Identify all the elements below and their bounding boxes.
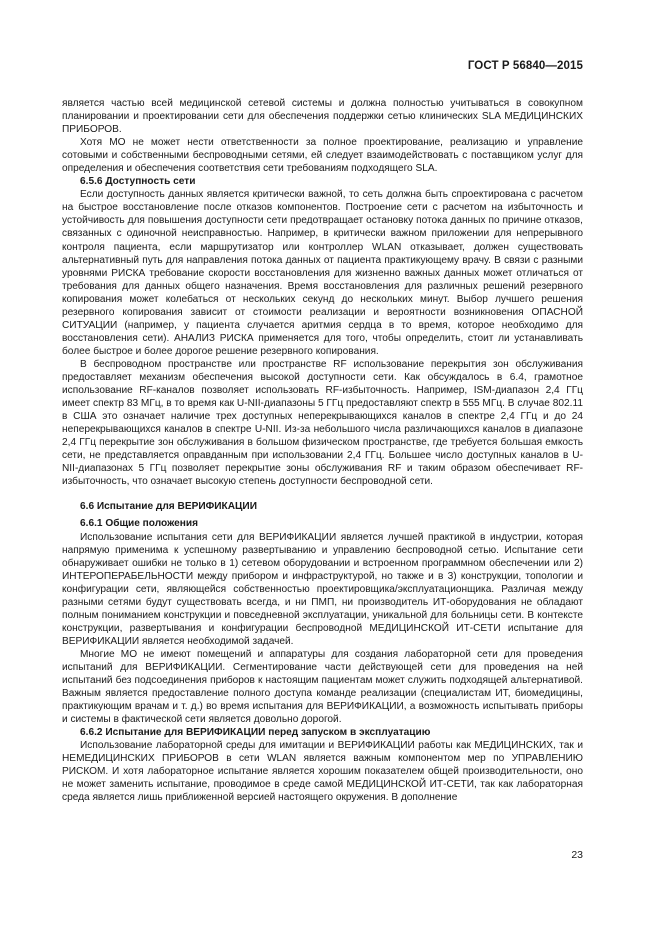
paragraph: Использование испытания сети для ВЕРИФИКАЦИИ является лучшей практикой в индустрии, которая напрямую применима к успешному развертыванию и управлению беспроводной сетью. Испытание сети обнаруживает ошибки не только в 1) сетевом оборудовании и встроенном программном обеспечении или 2) ИНТЕРОПЕРАБЕЛЬНОСТИ между прибором и инфраструктурой, но также и в 3) конструкции, топологии и конфигурации сети, являющейся собственностью проектировщика/эксплуатационщика. Различая между разными сетями будут существовать всегда, и ни ПМП, ни производитель ИТ-оборудования не обладают полным пониманием конструкции и повседневной эксплуатации, уникальной для больницы сети. В контексте конструкции, развертывания и конфигурации беспроводной МЕДИЦИНСКОЙ ИТ-СЕТИ испытание для ВЕРИФИКАЦИИ является необходимой задачей. — [62, 531, 583, 647]
section-heading-6-6-2: 6.6.2 Испытание для ВЕРИФИКАЦИИ перед запуском в эксплуатацию — [80, 727, 431, 739]
section-heading-6-6-1: 6.6.1 Общие положения — [80, 518, 198, 530]
paragraph: Если доступность данных является критически важной, то сеть должна быть спроектирована с расчетом на быстрое восстановление после отказов компонентов. Построение сети с расчетом на избыточность и устойчивость для повышения доступности сети предотвращает остановку потока данных по причине отказов, связанных с одиночной неисправностью. Например, в критически важном приложении для непрерывного контроля пациента, если маршрутизатор или контроллер WLAN отказывает, должен существовать альтернативный путь для направления потока данных от пациента практикующему врачу. В связи с разными уровнями РИСКА требование скорости восстановления для жизненно важных данных может отличаться от требования для данных общего назначения. Время восстановления для различных решений резервного копирования может колебаться от нескольких секунд до нескольких минут. Выбор лучшего решения резервного копирования зависит от стоимости реализации и вероятности возникновения ОПАСНОЙ СИТУАЦИИ (например, у пациента случается аритмия сердца в то время, которое необходимо для восстановления сети). АНАЛИЗ РИСКА применяется для того, чтобы определить, стоит ли устанавливать более быстрое и более дорогое решение резервного копирования. — [62, 189, 583, 357]
paragraph: является частью всей медицинской сетевой системы и должна полностью учитываться в совокупном планировании и проектировании сети для обеспечения поддержки сетью клинических SLA МЕДИЦИНСКИХ ПРИБОРОВ. — [62, 98, 583, 136]
paragraph: Многие МО не имеют помещений и аппаратуры для создания лабораторной сети для проведения испытаний для ВЕРИФИКАЦИИ. Сегментирование части действующей сети для проведения на ней испытаний без подсоединения приборов к настоящим пациентам может служить подходящей альтернативой. Важным является предоставление полного доступа команде реализации (специалистам ИТ, биомедицины, практикующим врачам и т. д.) во время испытания для ВЕРИФИКАЦИИ, а возможность испытывать приборы и системы в фактической сети является довольно дорогой. — [62, 648, 583, 726]
document-header: ГОСТ Р 56840—2015 — [467, 60, 583, 72]
section-heading-6-6: 6.6 Испытание для ВЕРИФИКАЦИИ — [80, 501, 257, 513]
page-number: 23 — [571, 849, 583, 861]
document-body — [62, 97, 583, 804]
paragraph: Использование лабораторной среды для имитации и ВЕРИФИКАЦИИ работы как МЕДИЦИНСКИХ, так и НЕМЕДИЦИНСКИХ ПРИБОРОВ в сети WLAN является важным компонентом мер по УПРАВЛЕНИЮ РИСКОМ. И хотя лабораторное испытание является хорошим показателем общей производительности, оно не может заменить испытание, проводимое в среде самой МЕДИЦИНСКОЙ ИТ-СЕТИ, так как лабораторная среда является лишь приближенной версией настоящего окружения. В дополнение — [62, 740, 583, 804]
section-heading-6-5-6: 6.5.6 Доступность сети — [80, 176, 196, 188]
paragraph: В беспроводном пространстве или пространстве RF использование перекрытия зон обслуживания предоставляет механизм обеспечения высокой доступности сети. Как обсуждалось в 6.4, грамотное использование RF-каналов позволяет использовать RF-избыточность. Например, ISM-диапазон 2,4 ГГц имеет спектр 83 МГц, в то время как U-NII-диапазоны 5 ГГц предоставляют спектр в 555 МГц. В случае 802.11 в США это означает наличие трех доступных неперекрывающихся каналов в спектре 2,4 ГГц и до 24 неперекрывающихся каналов в спектре U-NII. Из-за небольшого числа различающихся каналов в диапазоне 2,4 ГГц перекрытие зон обслуживания в большом физическом пространстве, где требуется большая емкость сети, не представляется оправданным при использовании 2,4 ГГц. Большее число доступных каналов в U-NII-диапазонах 5 ГГц позволяет перекрытие зоны обслуживания RF и таким образом обеспечивает RF-избыточность, что означает высокую степень доступности беспроводной сети. — [62, 358, 583, 488]
paragraph: Хотя МО не может нести ответственности за полное проектирование, реализацию и управление сотовыми и собственными беспроводными сетями, ей следует взаимодействовать с поставщиком услуг для определения и обеспечения соответствия сети требованиям подходящего SLA. — [62, 137, 583, 175]
